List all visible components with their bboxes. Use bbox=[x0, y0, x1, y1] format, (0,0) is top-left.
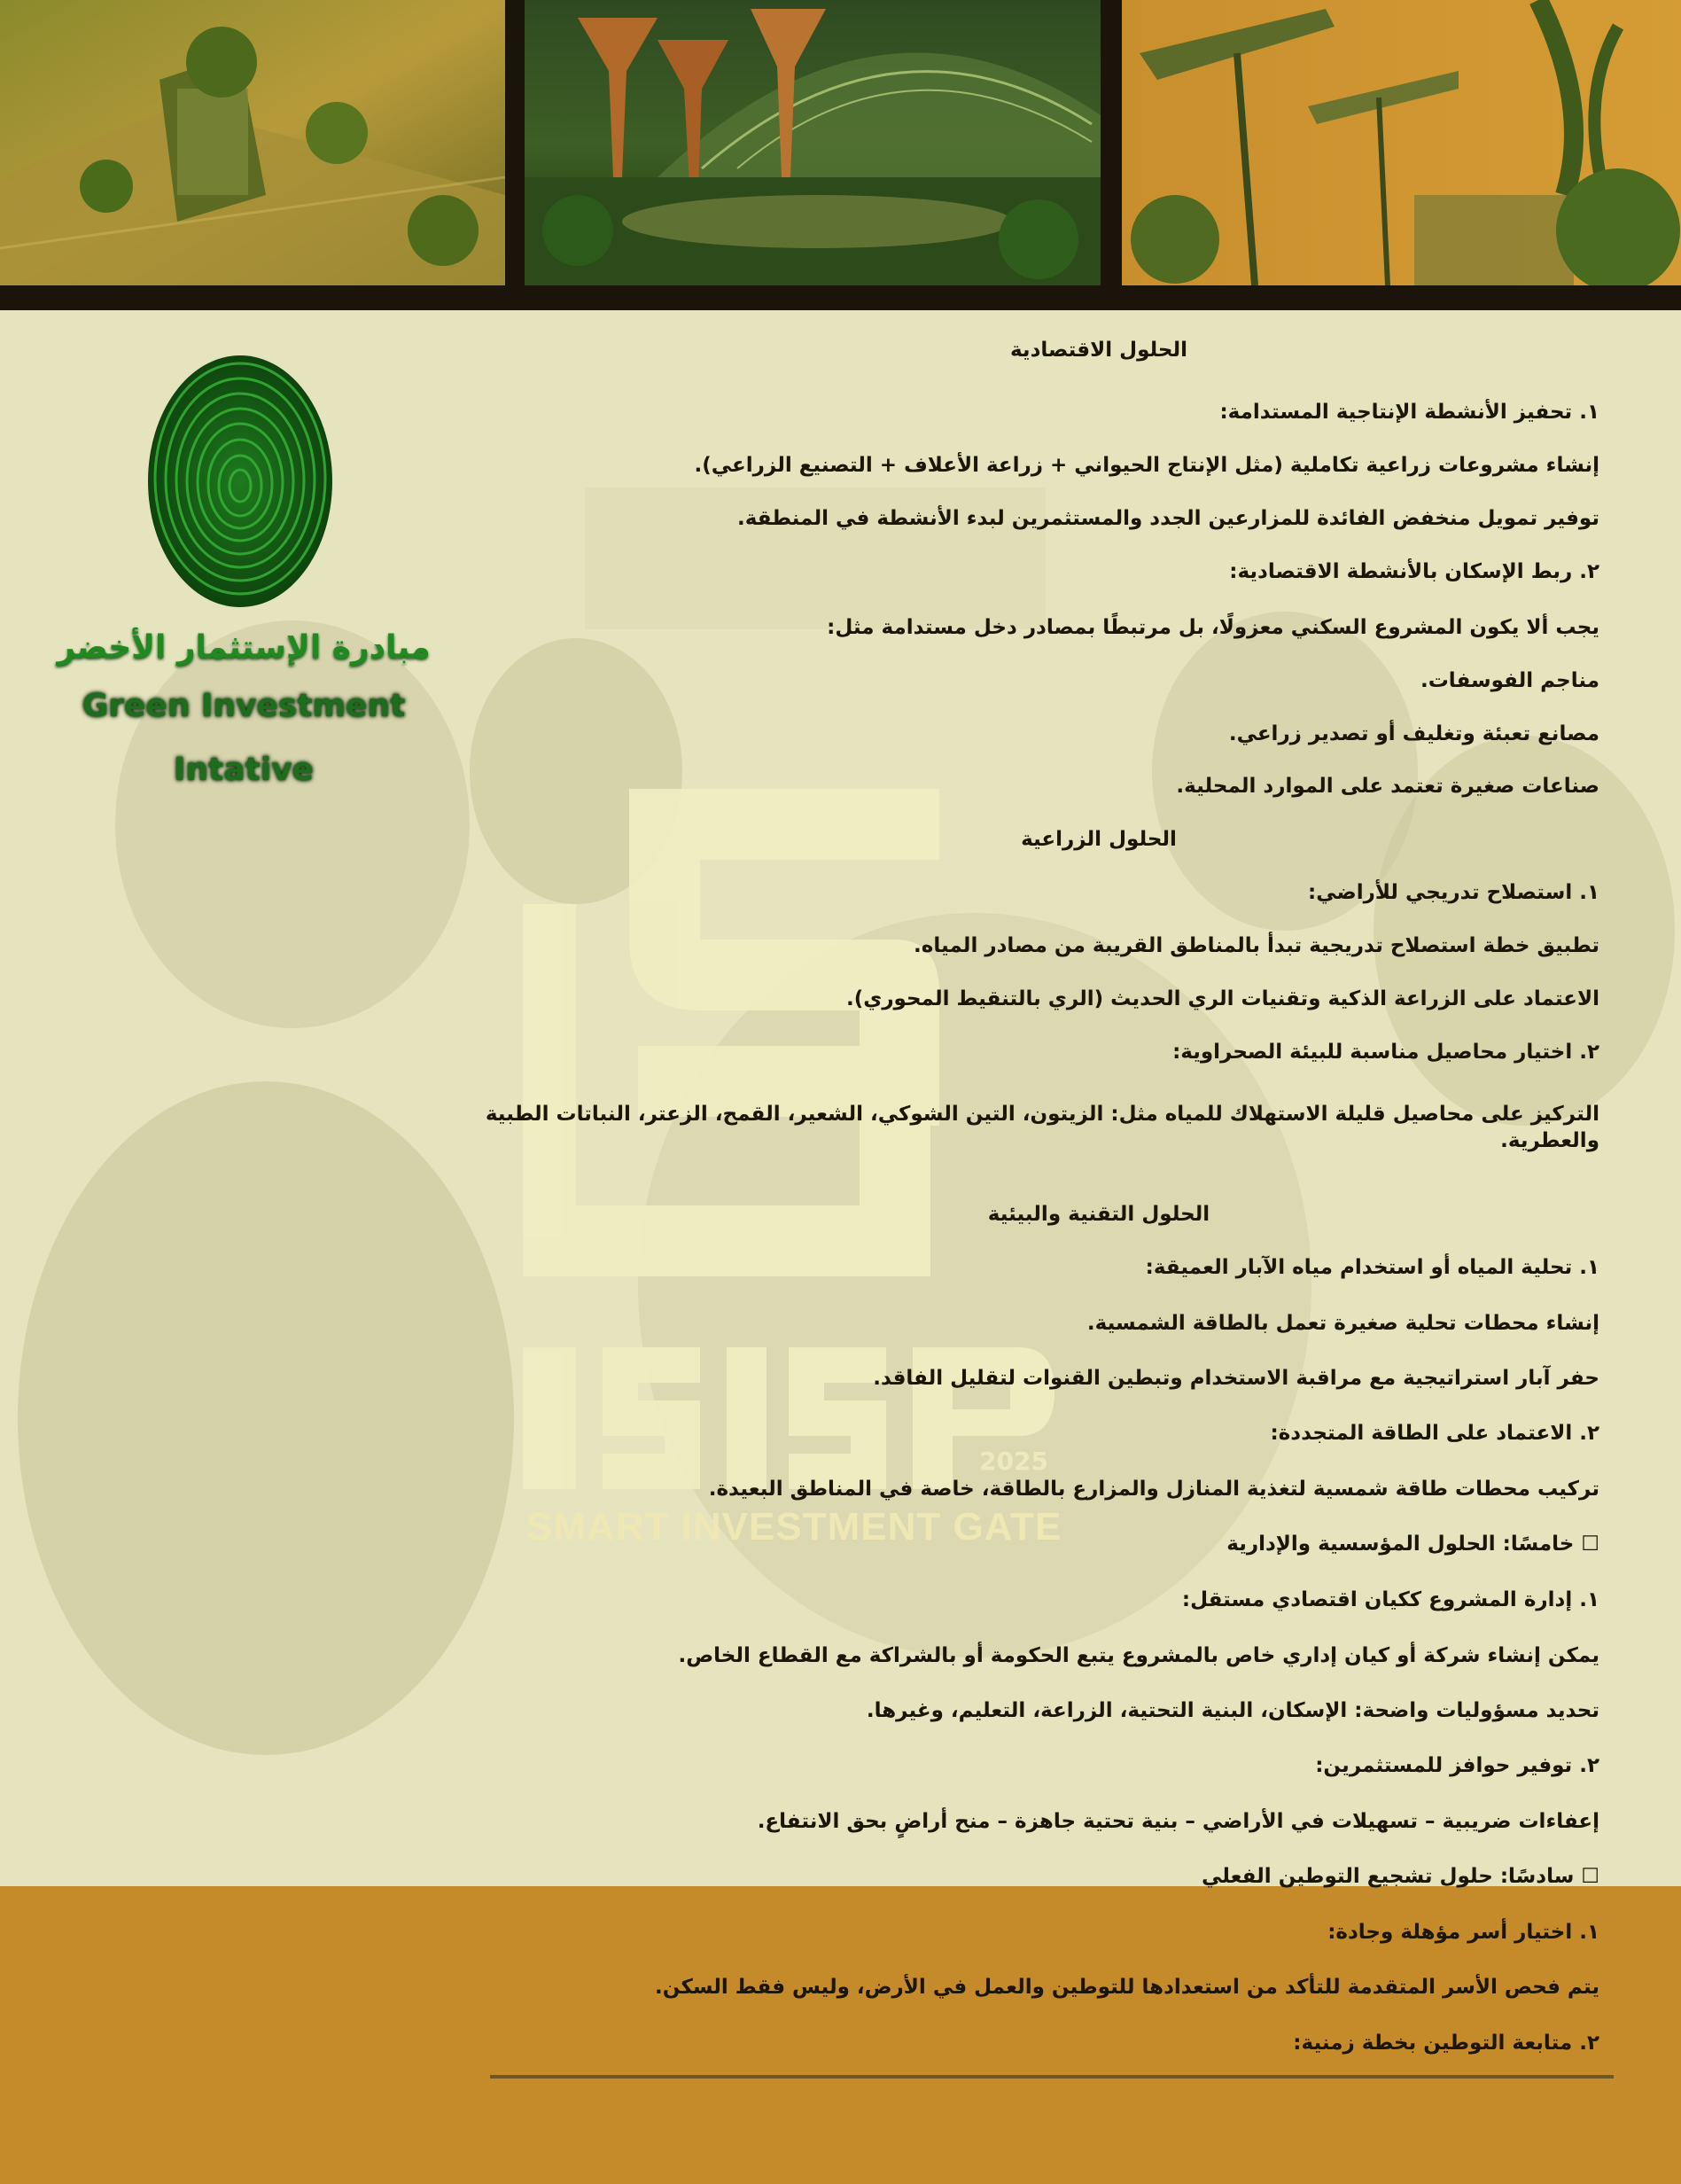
paragraph: حفر آبار استراتيجية مع مراقبة الاستخدام وتبطين القنوات لتقليل الفاقد. bbox=[873, 1367, 1599, 1390]
paragraph: توفير تمويل منخفض الفائدة للمزارعين الجدد والمستثمرين لبدء الأنشطة في المنطقة. bbox=[737, 507, 1599, 530]
subheading: ١. إدارة المشروع ككيان اقتصادي مستقل: bbox=[1181, 1588, 1599, 1611]
banner-photo-green-building bbox=[0, 0, 505, 285]
fingerprint-logo-icon bbox=[144, 353, 336, 610]
subheading: ١. اختيار أسر مؤهلة وجادة: bbox=[1327, 1921, 1599, 1944]
paragraph: إنشاء مشروعات زراعية تكاملية (مثل الإنتاج الحيواني + زراعة الأعلاف + التصنيع الزراعي). bbox=[694, 454, 1599, 477]
subheading: ٢. اختيار محاصيل مناسبة للبيئة الصحراوية: bbox=[1172, 1041, 1599, 1064]
paragraph: تركيب محطات طاقة شمسية لتغذية المنازل والمزارع بالطاقة، خاصة في المناطق البعيدة. bbox=[708, 1478, 1599, 1501]
paragraph: صناعات صغيرة تعتمد على الموارد المحلية. bbox=[1176, 775, 1599, 798]
checkbox-heading: ☐ سادسًا: حلول تشجيع التوطين الفعلي bbox=[1201, 1865, 1599, 1888]
subheading: ١. تحلية المياه أو استخدام مياه الآبار العميقة: bbox=[1145, 1256, 1599, 1279]
logo-title-english-line1: Green Investment bbox=[82, 688, 406, 724]
paragraph-continued: والعطرية. bbox=[1500, 1129, 1599, 1152]
paragraph: الاعتماد على الزراعة الذكية وتقنيات الري الحديث (الري بالتنقيط المحوري). bbox=[845, 987, 1599, 1010]
paragraph: تحديد مسؤوليات واضحة: الإسكان، البنية التحتية، الزراعة، التعليم، وغيرها. bbox=[866, 1699, 1599, 1722]
paragraph: يمكن إنشاء شركة أو كيان إداري خاص بالمشروع يتبع الحكومة أو بالشراكة مع القطاع الخاص. bbox=[678, 1644, 1599, 1667]
paragraph: يجب ألا يكون المشروع السكني معزولًا، بل مرتبطًا بمصادر دخل مستدامة مثل: bbox=[827, 616, 1599, 639]
watermark-year: 2025 bbox=[979, 1447, 1048, 1476]
paragraph: التركيز على محاصيل قليلة الاستهلاك للمياه مثل: الزيتون، التين الشوكي، الشعير، القمح، الزعتر، النباتات الطبية bbox=[485, 1103, 1599, 1126]
paragraph: يتم فحص الأسر المتقدمة للتأكد من استعدادها للتوطين والعمل في الأرض، وليس فقط السكن. bbox=[655, 1976, 1599, 1999]
section-heading: الحلول الزراعية bbox=[1021, 828, 1177, 851]
subheading: ٢. ربط الإسكان بالأنشطة الاقتصادية: bbox=[1229, 560, 1599, 583]
logo-title-english-line2: Intative bbox=[174, 752, 314, 788]
paragraph: إعفاءات ضريبية – تسهيلات في الأراضي – بنية تحتية جاهزة – منح أراضٍ بحق الانتفاع. bbox=[757, 1810, 1599, 1833]
subheading: ١. تحفيز الأنشطة الإنتاجية المستدامة: bbox=[1219, 401, 1599, 424]
subheading: ١. استصلاح تدريجي للأراضي: bbox=[1308, 881, 1599, 904]
paragraph: إنشاء محطات تحلية صغيرة تعمل بالطاقة الشمسية. bbox=[1086, 1312, 1599, 1335]
watermark-tagline: SMART INVESTMENT GATE bbox=[526, 1505, 1062, 1548]
section-heading: الحلول التقنية والبيئية bbox=[987, 1203, 1210, 1226]
paragraph: تطبيق خطة استصلاح تدريجية تبدأ بالمناطق القريبة من مصادر المياه. bbox=[914, 934, 1599, 957]
subheading: ٢. توفير حوافز للمستثمرين: bbox=[1315, 1754, 1599, 1777]
photo-banner bbox=[0, 0, 1681, 310]
banner-photo-solar-trees bbox=[1122, 0, 1681, 285]
paragraph: مصانع تعبئة وتغليف أو تصدير زراعي. bbox=[1228, 722, 1599, 745]
subheading: ٢. متابعة التوطين بخطة زمنية: bbox=[1293, 2032, 1599, 2055]
paragraph: مناجم الفوسفات. bbox=[1420, 669, 1599, 692]
checkbox-heading: ☐ خامسًا: الحلول المؤسسية والإدارية bbox=[1226, 1533, 1599, 1556]
section-heading: الحلول الاقتصادية bbox=[1009, 339, 1187, 362]
bottom-rule bbox=[490, 2075, 1614, 2079]
subheading: ٢. الاعتماد على الطاقة المتجددة: bbox=[1270, 1422, 1599, 1445]
logo-title-arabic: مبادرة الإستثمار الأخضر bbox=[57, 629, 431, 666]
banner-photo-supertrees bbox=[525, 0, 1101, 285]
